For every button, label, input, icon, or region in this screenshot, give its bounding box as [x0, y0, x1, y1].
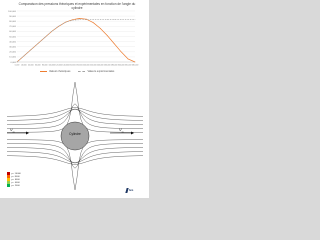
- data-point: [44, 37, 45, 38]
- chart-series: [17, 18, 136, 62]
- legend-swatch: [40, 71, 47, 72]
- x-tick-label: 40,000: [28, 64, 34, 67]
- x-tick-label: 320,000: [124, 64, 132, 67]
- data-point: [135, 19, 136, 20]
- legend-row-label: p₁: 10000: [11, 172, 21, 175]
- data-point: [17, 62, 18, 63]
- chart-ticks: [8, 11, 138, 67]
- company-logo: [126, 187, 140, 193]
- data-point: [100, 19, 101, 20]
- data-point: [93, 19, 94, 20]
- x-tick-label: 80,000: [42, 64, 48, 67]
- legend-row-label: p₄: 4000: [11, 181, 20, 184]
- data-point: [121, 19, 122, 20]
- cylinder-label: Cylindre: [69, 131, 81, 136]
- data-point: [51, 31, 52, 32]
- data-point: [65, 22, 66, 23]
- data-point: [58, 26, 59, 27]
- legend-row: [7, 181, 21, 187]
- y-tick-label: 0,000: [10, 61, 16, 64]
- x-tick-label: 280,000: [110, 64, 118, 67]
- data-point: [100, 28, 101, 29]
- x-tick-label: 100,000: [48, 64, 55, 67]
- velocity-symbol: V: [10, 127, 13, 132]
- color-chip: [7, 184, 10, 187]
- series-line-theoretical: [17, 18, 135, 62]
- y-tick-label: 90,000: [9, 15, 16, 18]
- logo-text: fem: [129, 188, 134, 192]
- x-tick-label: 160,000: [69, 64, 76, 67]
- series-line-experimental: [17, 20, 135, 62]
- chart-legend: [40, 70, 114, 73]
- x-tick-label: 240,000: [97, 64, 104, 67]
- data-point: [128, 19, 129, 20]
- y-tick-label: 10,000: [9, 56, 16, 59]
- data-point: [79, 19, 80, 20]
- y-tick-label: 80,000: [9, 21, 16, 23]
- flow-diagram: [7, 82, 143, 190]
- x-tick-label: 0,000: [14, 64, 20, 67]
- y-tick-label: 60,000: [9, 31, 16, 34]
- x-tick-label: 340,000: [131, 64, 139, 67]
- inflow-arrowhead: [26, 132, 29, 135]
- y-tick-label: 40,000: [9, 41, 16, 44]
- chart-title: Comparaison des pressions théoriques et expérimentales en fonction de l'angle du cylindre: [18, 2, 136, 10]
- x-tick-label: 140,000: [62, 64, 69, 67]
- data-point: [72, 20, 73, 21]
- x-tick-label: 260,000: [103, 64, 111, 67]
- legend-label: Valeurs expérimentales: [87, 69, 115, 73]
- data-point: [93, 22, 94, 23]
- data-point: [114, 19, 115, 20]
- y-tick-label: 100,000: [8, 10, 16, 13]
- velocity-label-right: [119, 127, 124, 134]
- y-tick-label: 30,000: [9, 46, 16, 49]
- legend-item-theoretical: [40, 70, 70, 73]
- data-point: [31, 49, 32, 50]
- cylinder-shape: [61, 122, 89, 150]
- legend-row-label: p₃: 6000: [11, 178, 20, 181]
- x-tick-label: 300,000: [117, 64, 125, 67]
- x-tick-label: 120,000: [55, 64, 62, 67]
- streamline: [7, 109, 143, 120]
- velocity-subscript: ∞: [121, 129, 124, 134]
- data-point: [24, 56, 25, 57]
- data-point: [79, 18, 80, 19]
- outflow-arrowhead: [131, 132, 134, 135]
- legend-row-label: p₅: 2000: [11, 184, 20, 187]
- data-point: [107, 19, 108, 20]
- data-point: [86, 19, 87, 20]
- velocity-symbol: V: [119, 127, 122, 132]
- velocity-subscript: ∞: [12, 129, 15, 134]
- x-tick-label: 220,000: [90, 64, 97, 67]
- legend-swatch: [78, 71, 85, 72]
- chart-grid: [17, 11, 135, 62]
- slide: [0, 0, 149, 198]
- pressure-chart: [0, 0, 149, 198]
- data-point: [107, 35, 108, 36]
- y-tick-label: 70,000: [9, 26, 16, 29]
- x-tick-label: 180,000: [76, 64, 83, 67]
- pressure-color-legend: [7, 172, 21, 187]
- legend-item-experimental: [78, 70, 114, 73]
- x-tick-label: 20,000: [21, 64, 27, 67]
- y-tick-label: 50,000: [9, 36, 16, 39]
- velocity-label-left: [10, 127, 15, 134]
- x-tick-label: 60,000: [35, 64, 41, 67]
- legend-row-label: p₂: 8000: [11, 175, 20, 178]
- data-point: [135, 62, 136, 63]
- x-tick-label: 200,000: [83, 64, 90, 67]
- streamline: [7, 152, 143, 163]
- y-tick-label: 20,000: [9, 51, 16, 54]
- data-point: [37, 43, 38, 44]
- data-point: [121, 51, 122, 52]
- legend-label: Valeurs théoriques: [49, 69, 71, 73]
- data-point: [114, 43, 115, 44]
- data-point: [128, 59, 129, 60]
